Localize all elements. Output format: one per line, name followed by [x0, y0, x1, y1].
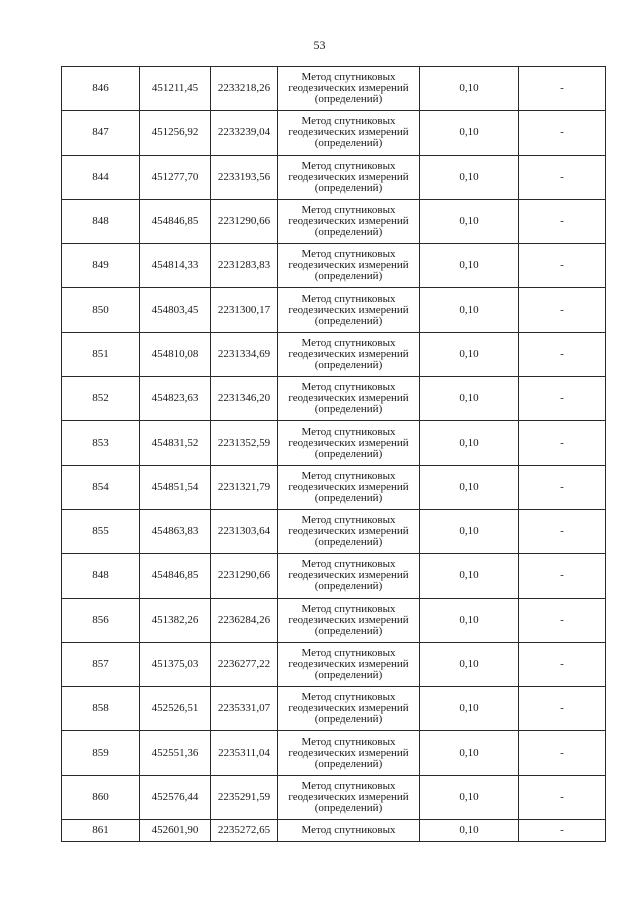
table-row: [62, 199, 606, 243]
point-number-cell: 846: [62, 67, 140, 111]
x-coordinate-cell: 452526,51: [140, 687, 211, 731]
y-coordinate-cell: 2233239,04: [211, 111, 278, 155]
accuracy-cell: 0,10: [420, 687, 519, 731]
coordinates-table: [61, 66, 606, 842]
accuracy-cell: 0,10: [420, 288, 519, 332]
note-cell: -: [519, 288, 606, 332]
method-cell: Метод спутниковых геодезических измерений (определений): [278, 465, 420, 509]
x-coordinate-cell: 454846,85: [140, 199, 211, 243]
point-number-cell: 861: [62, 820, 140, 842]
point-number-cell: 851: [62, 332, 140, 376]
point-number-cell: 844: [62, 155, 140, 199]
note-cell: -: [519, 155, 606, 199]
accuracy-cell: 0,10: [420, 111, 519, 155]
method-cell: Метод спутниковых геодезических измерений (определений): [278, 244, 420, 288]
table-row: [62, 67, 606, 111]
method-cell: Метод спутниковых геодезических измерений (определений): [278, 288, 420, 332]
method-cell: Метод спутниковых геодезических измерений (определений): [278, 642, 420, 686]
method-cell: Метод спутниковых геодезических измерений (определений): [278, 598, 420, 642]
table-row: [62, 155, 606, 199]
method-cell: Метод спутниковых геодезических измерений (определений): [278, 332, 420, 376]
x-coordinate-cell: 452576,44: [140, 775, 211, 819]
point-number-cell: 850: [62, 288, 140, 332]
point-number-cell: 858: [62, 687, 140, 731]
y-coordinate-cell: 2231303,64: [211, 509, 278, 553]
x-coordinate-cell: 451375,03: [140, 642, 211, 686]
point-number-cell: 849: [62, 244, 140, 288]
y-coordinate-cell: 2236284,26: [211, 598, 278, 642]
y-coordinate-cell: 2235311,04: [211, 731, 278, 775]
x-coordinate-cell: 454810,08: [140, 332, 211, 376]
note-cell: -: [519, 598, 606, 642]
table-row: [62, 509, 606, 553]
y-coordinate-cell: 2233218,26: [211, 67, 278, 111]
note-cell: -: [519, 731, 606, 775]
table-row: [62, 465, 606, 509]
method-cell: Метод спутниковых геодезических измерений (определений): [278, 377, 420, 421]
accuracy-cell: 0,10: [420, 554, 519, 598]
accuracy-cell: 0,10: [420, 775, 519, 819]
note-cell: -: [519, 332, 606, 376]
x-coordinate-cell: 454823,63: [140, 377, 211, 421]
x-coordinate-cell: 452551,36: [140, 731, 211, 775]
point-number-cell: 847: [62, 111, 140, 155]
note-cell: -: [519, 244, 606, 288]
accuracy-cell: 0,10: [420, 509, 519, 553]
table-row: [62, 731, 606, 775]
method-cell: Метод спутниковых геодезических измерений (определений): [278, 554, 420, 598]
point-number-cell: 856: [62, 598, 140, 642]
y-coordinate-cell: 2235331,07: [211, 687, 278, 731]
y-coordinate-cell: 2235291,59: [211, 775, 278, 819]
accuracy-cell: 0,10: [420, 421, 519, 465]
x-coordinate-cell: 454851,54: [140, 465, 211, 509]
y-coordinate-cell: 2235272,65: [211, 820, 278, 842]
point-number-cell: 848: [62, 554, 140, 598]
y-coordinate-cell: 2231321,79: [211, 465, 278, 509]
method-cell: Метод спутниковых: [278, 820, 420, 842]
point-number-cell: 859: [62, 731, 140, 775]
accuracy-cell: 0,10: [420, 155, 519, 199]
x-coordinate-cell: 454803,45: [140, 288, 211, 332]
table-row: [62, 554, 606, 598]
x-coordinate-cell: 454831,52: [140, 421, 211, 465]
note-cell: -: [519, 465, 606, 509]
page-number: 53: [313, 38, 326, 52]
x-coordinate-cell: 452601,90: [140, 820, 211, 842]
x-coordinate-cell: 451277,70: [140, 155, 211, 199]
y-coordinate-cell: 2231352,59: [211, 421, 278, 465]
y-coordinate-cell: 2231290,66: [211, 199, 278, 243]
note-cell: -: [519, 67, 606, 111]
y-coordinate-cell: 2231334,69: [211, 332, 278, 376]
method-cell: Метод спутниковых геодезических измерений (определений): [278, 111, 420, 155]
accuracy-cell: 0,10: [420, 199, 519, 243]
method-cell: Метод спутниковых геодезических измерений (определений): [278, 509, 420, 553]
point-number-cell: 848: [62, 199, 140, 243]
point-number-cell: 860: [62, 775, 140, 819]
table-row: [62, 244, 606, 288]
point-number-cell: 854: [62, 465, 140, 509]
method-cell: Метод спутниковых геодезических измерений (определений): [278, 731, 420, 775]
y-coordinate-cell: 2231300,17: [211, 288, 278, 332]
accuracy-cell: 0,10: [420, 465, 519, 509]
accuracy-cell: 0,10: [420, 731, 519, 775]
x-coordinate-cell: 454846,85: [140, 554, 211, 598]
note-cell: -: [519, 820, 606, 842]
y-coordinate-cell: 2231346,20: [211, 377, 278, 421]
y-coordinate-cell: 2236277,22: [211, 642, 278, 686]
x-coordinate-cell: 451211,45: [140, 67, 211, 111]
table-row: [62, 332, 606, 376]
method-cell: Метод спутниковых геодезических измерений (определений): [278, 421, 420, 465]
accuracy-cell: 0,10: [420, 67, 519, 111]
table-row: [62, 687, 606, 731]
accuracy-cell: 0,10: [420, 820, 519, 842]
table-row: [62, 421, 606, 465]
accuracy-cell: 0,10: [420, 332, 519, 376]
note-cell: -: [519, 377, 606, 421]
method-cell: Метод спутниковых геодезических измерений (определений): [278, 155, 420, 199]
method-cell: Метод спутниковых геодезических измерений (определений): [278, 199, 420, 243]
note-cell: -: [519, 509, 606, 553]
accuracy-cell: 0,10: [420, 598, 519, 642]
method-cell: Метод спутниковых геодезических измерений (определений): [278, 687, 420, 731]
y-coordinate-cell: 2233193,56: [211, 155, 278, 199]
x-coordinate-cell: 454814,33: [140, 244, 211, 288]
y-coordinate-cell: 2231290,66: [211, 554, 278, 598]
y-coordinate-cell: 2231283,83: [211, 244, 278, 288]
note-cell: -: [519, 421, 606, 465]
table-row: [62, 377, 606, 421]
note-cell: -: [519, 775, 606, 819]
point-number-cell: 852: [62, 377, 140, 421]
table-row: [62, 288, 606, 332]
note-cell: -: [519, 687, 606, 731]
x-coordinate-cell: 454863,83: [140, 509, 211, 553]
method-cell: Метод спутниковых геодезических измерений (определений): [278, 67, 420, 111]
table-row: [62, 598, 606, 642]
point-number-cell: 855: [62, 509, 140, 553]
note-cell: -: [519, 199, 606, 243]
point-number-cell: 857: [62, 642, 140, 686]
note-cell: -: [519, 642, 606, 686]
point-number-cell: 853: [62, 421, 140, 465]
accuracy-cell: 0,10: [420, 244, 519, 288]
table-row: [62, 111, 606, 155]
coordinates-table-body: [62, 67, 606, 842]
note-cell: -: [519, 554, 606, 598]
accuracy-cell: 0,10: [420, 642, 519, 686]
x-coordinate-cell: 451256,92: [140, 111, 211, 155]
x-coordinate-cell: 451382,26: [140, 598, 211, 642]
table-row: [62, 642, 606, 686]
accuracy-cell: 0,10: [420, 377, 519, 421]
table-row: [62, 820, 606, 842]
method-cell: Метод спутниковых геодезических измерений (определений): [278, 775, 420, 819]
note-cell: -: [519, 111, 606, 155]
table-row: [62, 775, 606, 819]
